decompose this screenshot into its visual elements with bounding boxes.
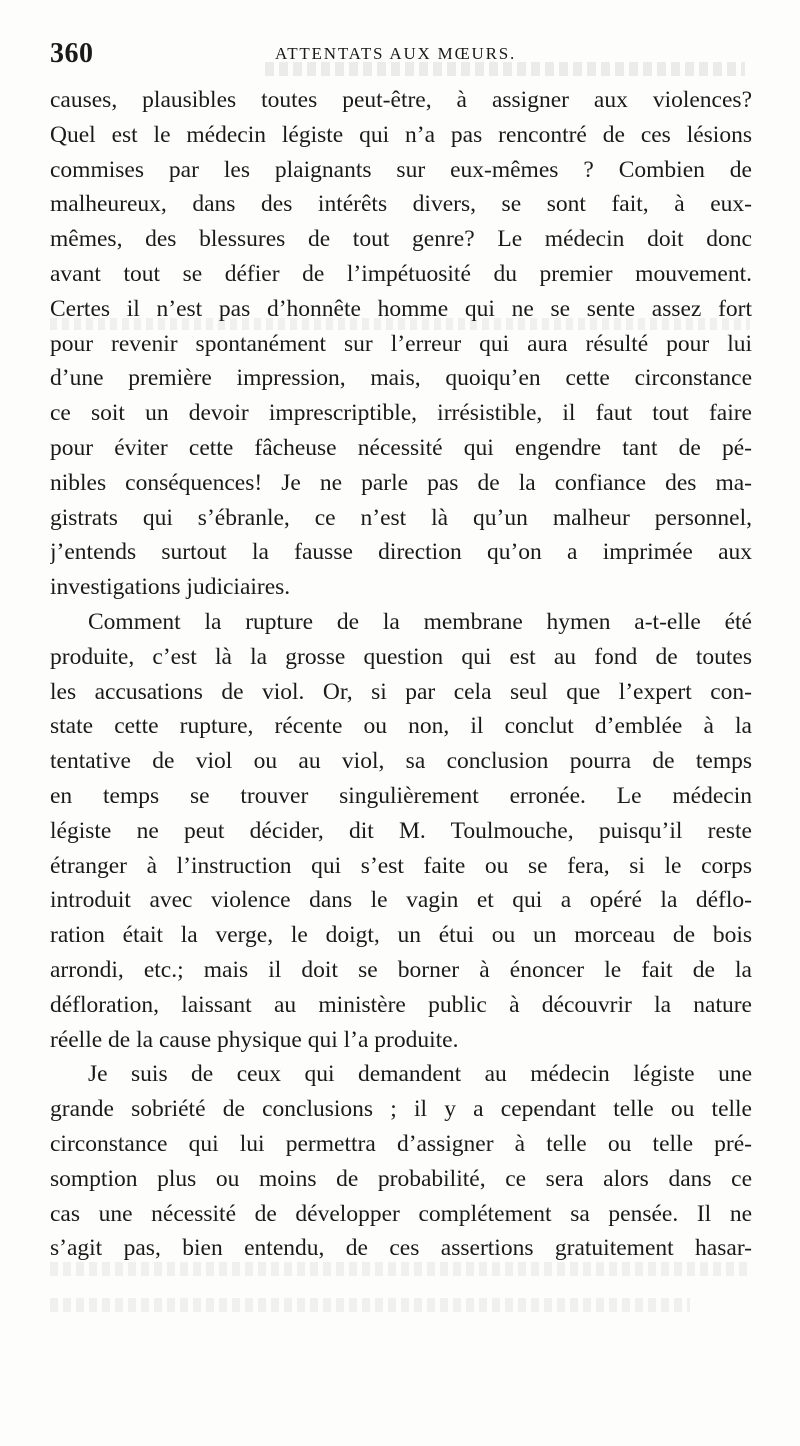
text-line: investigations judiciaires. bbox=[50, 574, 291, 601]
text-line: arrondi, etc.; mais il doit se borner à énoncer le fait de la bbox=[50, 956, 752, 983]
text-line: légiste ne peut décider, dit M. Toulmouche, puisqu’il reste bbox=[50, 817, 752, 844]
text-line: somption plus ou moins de probabilité, ce sera alors dans ce bbox=[50, 1165, 752, 1192]
show-through-header bbox=[265, 62, 745, 76]
running-title: ATTENTATS AUX MŒURS. bbox=[275, 44, 517, 63]
text-line: gistrats qui s’ébranle, ce n’est là qu’un malheur personnel, bbox=[50, 504, 752, 531]
text-line: Certes il n’est pas d’honnête homme qui ne se sente assez fort bbox=[50, 295, 752, 322]
text-line: pour éviter cette fâcheuse nécessité qui engendre tant de pé- bbox=[50, 434, 752, 461]
text-line: d’une première impression, mais, quoiqu’en cette circonstance bbox=[50, 365, 752, 392]
text-line: mêmes, des blessures de tout genre? Le médecin doit donc bbox=[50, 226, 752, 253]
text-line: nibles conséquences! Je ne parle pas de la confiance des ma- bbox=[50, 469, 752, 496]
text-line: s’agit pas, bien entendu, de ces assertions gratuitement hasar- bbox=[50, 1235, 752, 1262]
text-line: produite, c’est là la grosse question qui est au fond de toutes bbox=[50, 643, 752, 670]
text-line: causes, plausibles toutes peut-être, à assigner aux violences? bbox=[50, 87, 752, 113]
text-line: commises par les plaignants sur eux-mêmes ? Combien de bbox=[50, 156, 752, 183]
text-line: cas une nécessité de développer complétement sa pensée. Il ne bbox=[50, 1200, 752, 1227]
text-line: malheureux, dans des intérêts divers, se sont fait, à eux- bbox=[50, 191, 752, 218]
text-line: ce soit un devoir imprescriptible, irrésistible, il faut tout faire bbox=[50, 400, 752, 427]
body-text bbox=[50, 83, 752, 1266]
page-number: 360 bbox=[50, 38, 94, 69]
text-line: state cette rupture, récente ou non, il conclut d’emblée à la bbox=[50, 713, 752, 740]
text-line: réelle de la cause physique qui l’a produite. bbox=[50, 1026, 459, 1053]
text-line: en temps se trouver singulièrement erronée. Le médecin bbox=[50, 782, 752, 809]
text-line: grande sobriété de conclusions ; il y a cependant telle ou telle bbox=[50, 1096, 752, 1123]
text-line: ration était la verge, le doigt, un étui ou un morceau de bois bbox=[50, 922, 752, 949]
text-line: étranger à l’instruction qui s’est faite ou se fera, si le corps bbox=[50, 852, 752, 879]
text-line: introduit avec violence dans le vagin et qui a opéré la déflo- bbox=[50, 887, 752, 914]
text-line: Quel est le médecin légiste qui n’a pas rencontré de ces lésions bbox=[50, 121, 752, 148]
show-through-band-3 bbox=[50, 1298, 690, 1312]
text-line: circonstance qui lui permettra d’assigner à telle ou telle pré- bbox=[50, 1130, 752, 1157]
text-line: les accusations de viol. Or, si par cela seul que l’expert con- bbox=[50, 678, 752, 705]
text-line: avant tout se défier de l’impétuosité du premier mouvement. bbox=[50, 260, 752, 287]
text-line: Je suis de ceux qui demandent au médecin légiste une bbox=[88, 1061, 752, 1088]
text-line: tentative de viol ou au viol, sa conclusion pourra de temps bbox=[50, 748, 752, 775]
text-line: pour revenir spontanément sur l’erreur qui aura résulté pour lui bbox=[50, 330, 752, 357]
text-line: j’entends surtout la fausse direction qu’on a imprimée aux bbox=[50, 539, 752, 566]
text-line: Comment la rupture de la membrane hymen a-t-elle été bbox=[88, 608, 752, 635]
text-line: défloration, laissant au ministère public à découvrir la nature bbox=[50, 991, 752, 1018]
